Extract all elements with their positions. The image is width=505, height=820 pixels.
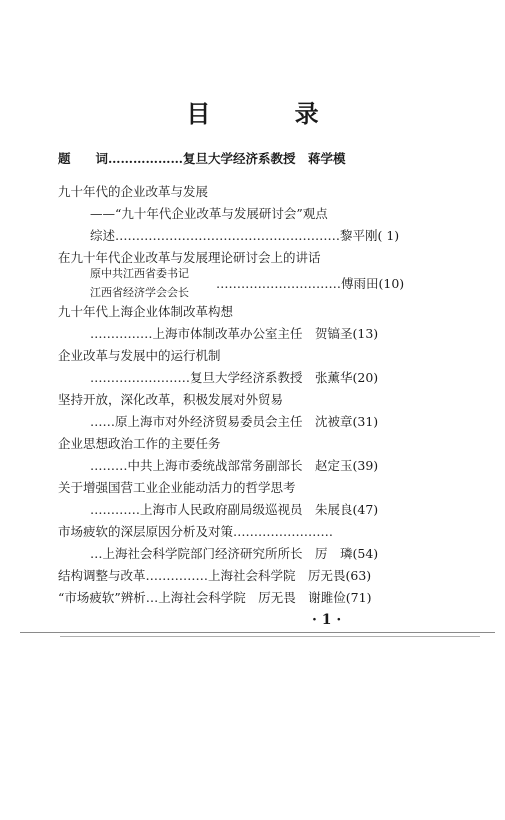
toc-entry-6-author: ………中共上海市委统战部常务副部长 赵定玉(39) [90, 458, 379, 473]
toc-entry-1-subtitle: ——“九十年代企业改革与发展研讨会”观点 [90, 206, 328, 221]
toc-entry-2-role-1: 原中共江西省委书记 [90, 267, 189, 280]
page-number: · 1 · [312, 612, 342, 628]
toc-entry-7-title: 关于增强国营工业企业能动活力的哲学思考 [58, 480, 296, 495]
toc-entry-2-author: …………………………傅雨田(10) [216, 276, 405, 291]
toc-entry-3-title: 九十年代上海企业体制改革构想 [58, 304, 234, 319]
toc-entry-4-title: 企业改革与发展中的运行机制 [58, 348, 221, 363]
page-title: 目 录 [186, 99, 357, 128]
toc-entry-10: “市场疲软”辨析…上海社会科学院 厉无畏 谢雎俭(71) [58, 590, 372, 605]
toc-entry-6-title: 企业思想政治工作的主要任务 [58, 436, 221, 451]
toc-entry-2-role-2: 江西省经济学会会长 [90, 286, 189, 299]
toc-entry-dedication: 题 词………………复旦大学经济系教授 蒋学模 [58, 151, 346, 166]
toc-entry-5-title: 坚持开放，深化改革，积极发展对外贸易 [58, 392, 284, 407]
toc-entry-9: 结构调整与改革……………上海社会科学院 厉无畏(63) [58, 568, 372, 583]
toc-entry-7-author: …………上海市人民政府副局级巡视员 朱展良(47) [90, 502, 379, 517]
bottom-rule-2 [60, 636, 480, 637]
toc-entry-3-author: ……………上海市体制改革办公室主任 贺镐圣(13) [90, 326, 379, 341]
toc-entry-4-author: ……………………复旦大学经济系教授 张薰华(20) [90, 370, 379, 385]
bottom-rule-1 [20, 632, 495, 633]
toc-entry-1-author: 综述………………………………………………黎平刚( 1) [90, 228, 400, 243]
toc-entry-8-title: 市场疲软的深层原因分析及对策…………………… [58, 524, 334, 539]
toc-entry-8-author: …上海社会科学院部门经济研究所所长 厉 璘(54) [90, 546, 379, 561]
toc-entry-2-title: 在九十年代企业改革与发展理论研讨会上的讲话 [58, 250, 321, 265]
toc-entry-1-title: 九十年代的企业改革与发展 [58, 184, 209, 199]
toc-entry-5-author: ……原上海市对外经济贸易委员会主任 沈被章(31) [90, 414, 379, 429]
